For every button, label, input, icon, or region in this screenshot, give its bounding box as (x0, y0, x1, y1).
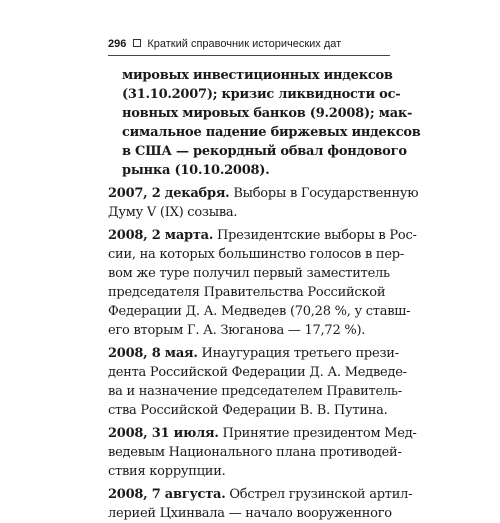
entry-text: Обстрел грузинской артил- (225, 487, 413, 502)
text-line: сии, на которых большинство голосов в пер- (108, 247, 404, 262)
text-body (108, 66, 421, 523)
entry-text: Выборы в Государственную (229, 186, 419, 201)
text-line: в США — рекордный обвал фондового (122, 144, 407, 159)
text-line: ва и назначение председателем Правитель- (108, 384, 402, 399)
text-line: Думу V (IX) созыва. (108, 205, 238, 220)
chronology-entry (108, 344, 407, 420)
entry-text: Президентские выборы в Рос- (213, 228, 417, 243)
text-line: симальное падение биржевых индексов (122, 125, 421, 140)
entry-date: 2007, 2 декабря. (108, 186, 230, 201)
text-line: ства Российской Федерации В. В. Путина. (108, 403, 388, 418)
text-line: рынка (10.10.2008). (122, 163, 270, 178)
text-line: мировых инвестиционных индексов (122, 68, 393, 83)
text-line: председателя Правительства Российской (108, 285, 386, 300)
square-bullet-icon (133, 39, 141, 47)
entry-date: 2008, 8 мая. (108, 346, 198, 361)
page-number: 296 (108, 38, 127, 50)
text-line: ведевым Национального плана противодей- (108, 445, 402, 460)
entry-date: 2008, 31 июля. (108, 426, 219, 441)
text-line: Федерации Д. А. Медведев (70,28 %, у ставш- (108, 304, 411, 319)
chronology-entry (108, 424, 417, 481)
text-line: (31.10.2007); кризис ликвидности ос- (122, 87, 401, 102)
entry-date: 2008, 2 марта. (108, 228, 214, 243)
running-title: Краткий справочник исторических дат (147, 38, 342, 50)
chronology-entry (108, 184, 419, 222)
text-line: вом же туре получил первый заместитель (108, 266, 390, 281)
entry-date: 2008, 7 августа. (108, 487, 226, 502)
text-line: дента Российской Федерации Д. А. Медведе- (108, 365, 407, 380)
text-line: лерией Цхинвала — начало вооруженного (108, 506, 392, 521)
running-head (108, 36, 390, 52)
header-rule (108, 55, 390, 56)
continued-entry (108, 66, 421, 180)
text-line: новных мировых банков (9.2008); мак- (122, 106, 413, 121)
text-line: ствия коррупции. (108, 464, 226, 479)
entry-text: Принятие президентом Мед- (218, 426, 417, 441)
text-line: его вторым Г. А. Зюганова — 17,72 %). (108, 323, 366, 338)
chronology-entry (108, 485, 413, 523)
entry-text: Инаугурация третьего прези- (197, 346, 399, 361)
chronology-entry (108, 226, 417, 340)
